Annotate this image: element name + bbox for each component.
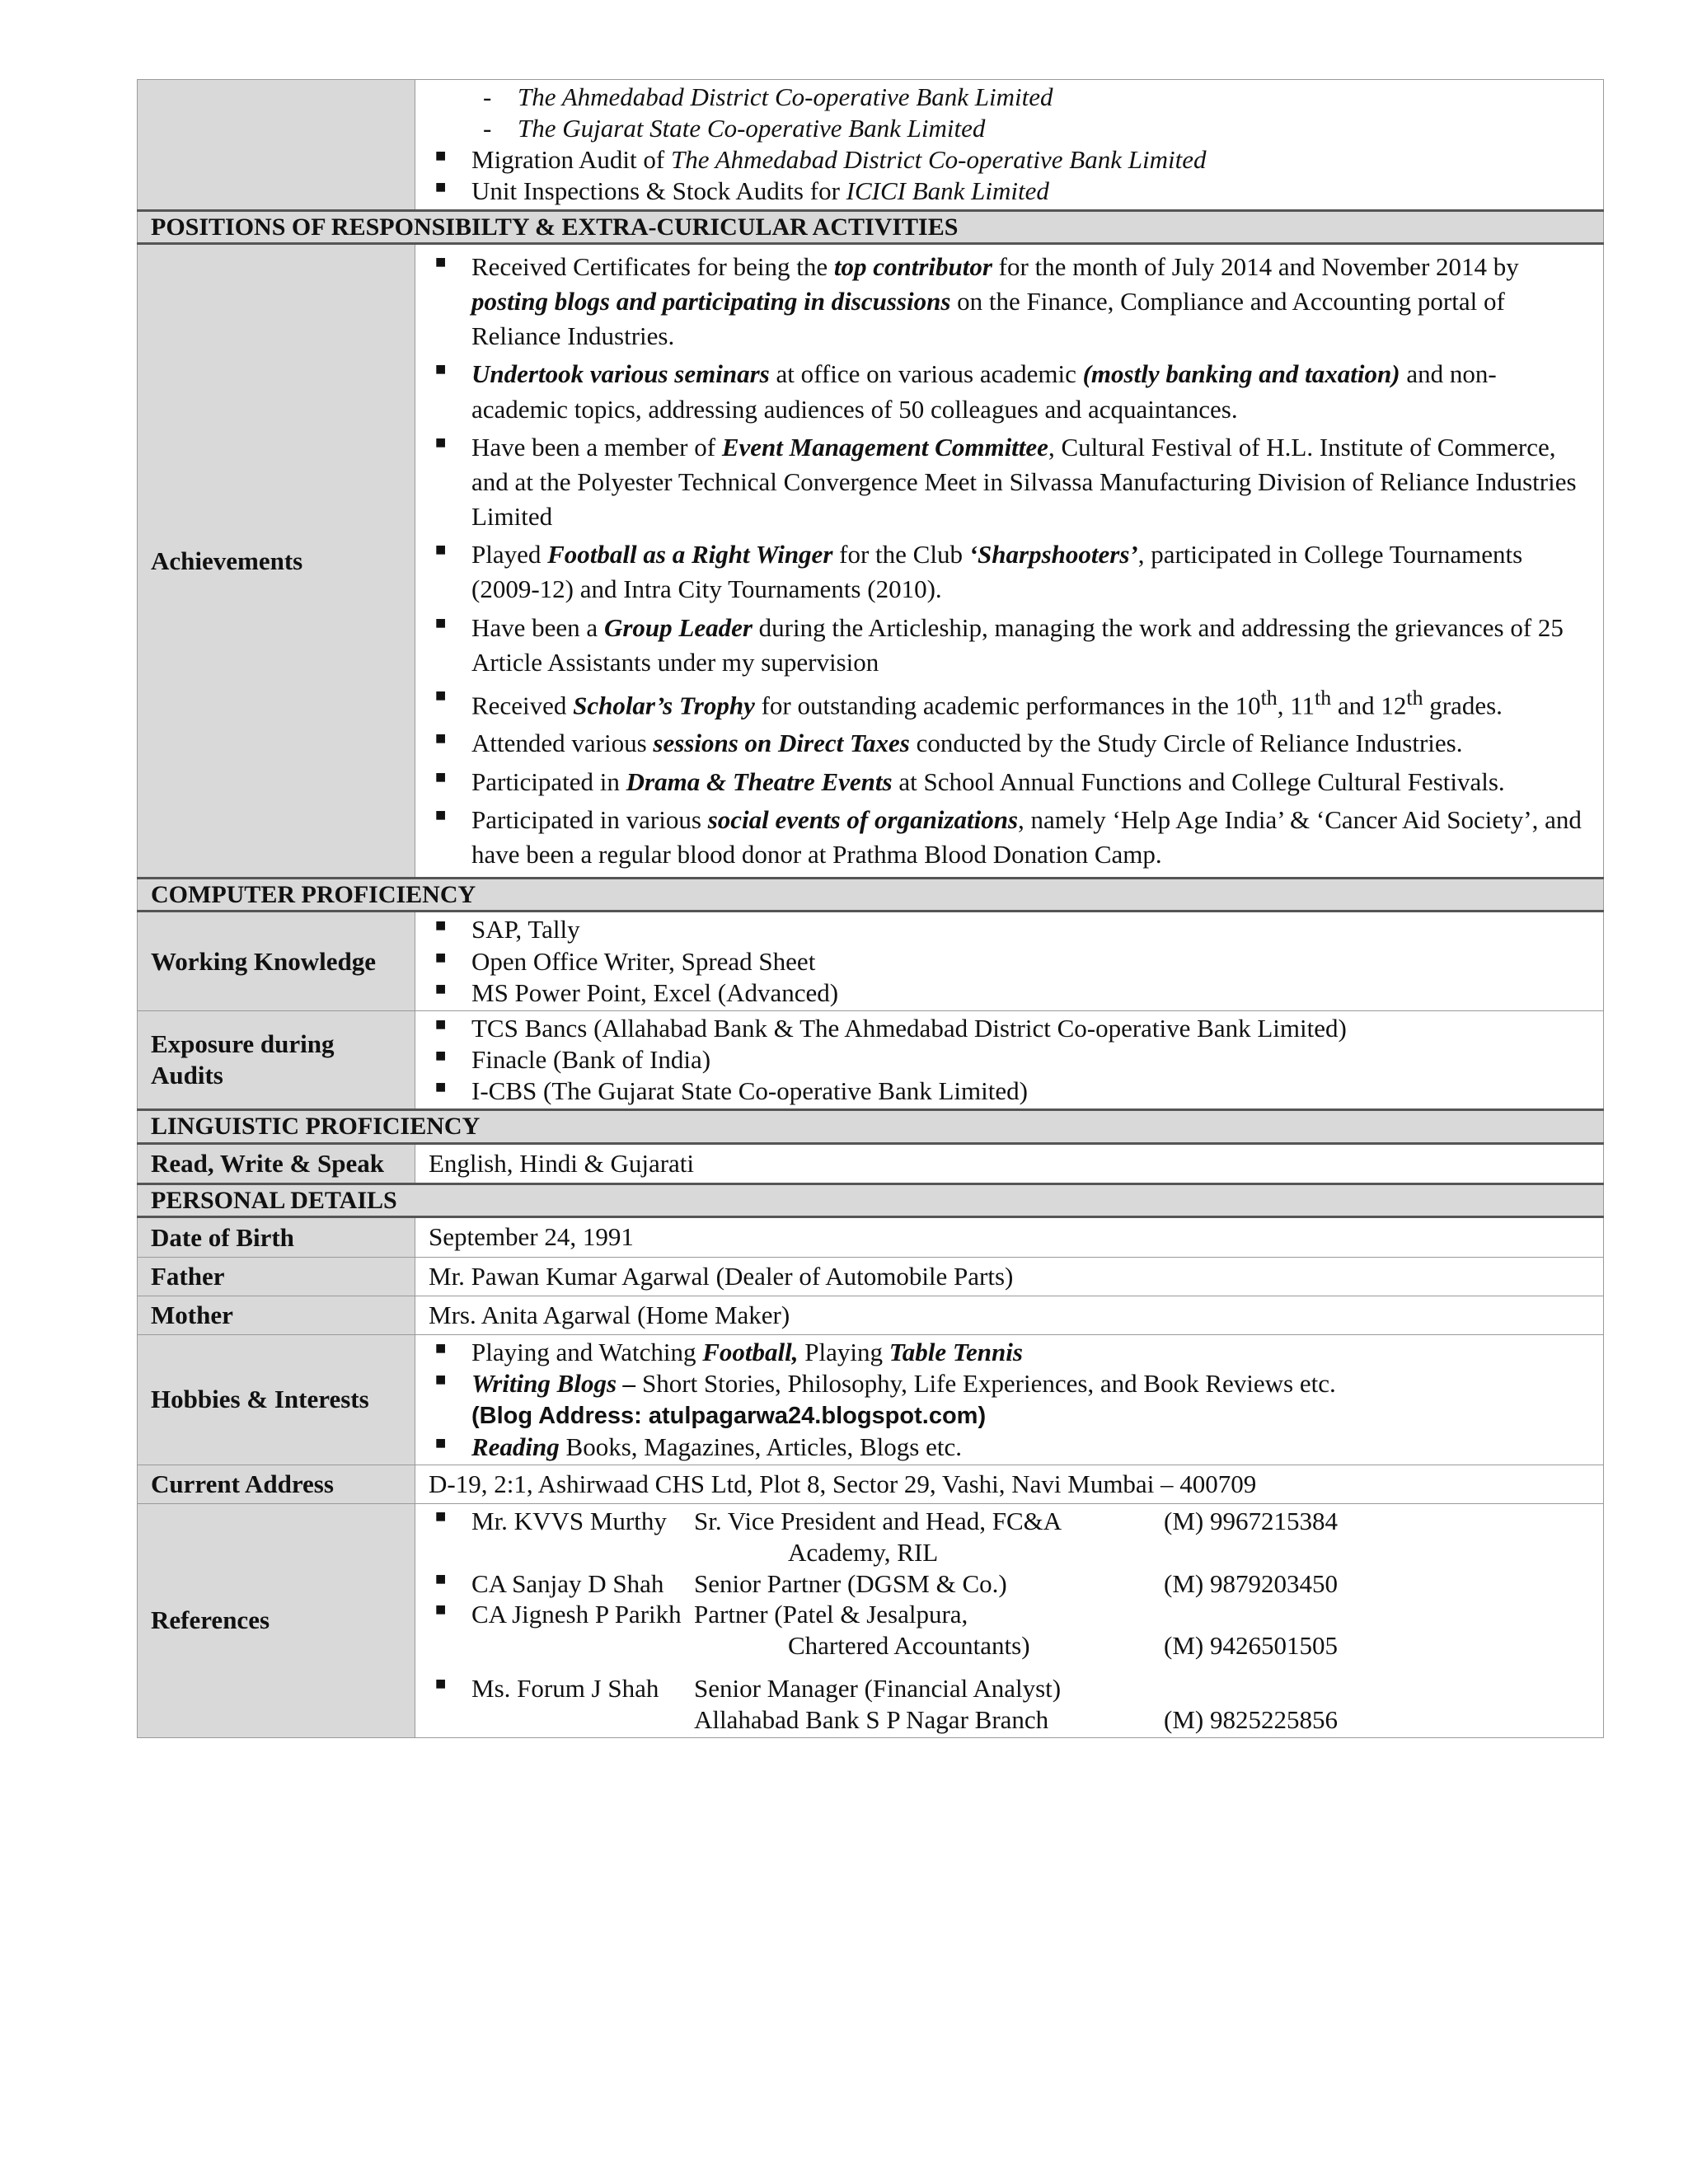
bullet-icon: ■ bbox=[435, 804, 447, 825]
achievements-label: Achievements bbox=[138, 244, 415, 879]
list-item: ■ Unit Inspections & Stock Audits for ICICI Bank Limited bbox=[435, 176, 1049, 206]
bullet-icon: ■ bbox=[435, 1368, 447, 1390]
bullet-icon: ■ bbox=[435, 684, 447, 705]
reference-title: Sr. Vice President and Head, FC&A Academy, RIL bbox=[694, 1507, 1062, 1567]
reference-name: ■ CA Jignesh P Parikh bbox=[435, 1599, 682, 1629]
list-item: ■ Undertook various seminars at office on various academic (mostly banking and taxation) and non-academic topics, addressing audiences of 50 colleagues and acquaintances. bbox=[435, 359, 1497, 424]
references-grid bbox=[429, 1506, 1592, 1736]
list-item: ■ Migration Audit of The Ahmedabad District Co-operative Bank Limited bbox=[435, 145, 1207, 175]
bullet-icon: ■ bbox=[435, 539, 447, 560]
audit-continuation-row bbox=[138, 80, 1604, 211]
list-item: ■ SAP, Tally bbox=[435, 915, 580, 944]
list-item: ■ Played Football as a Right Winger for the Club ‘Sharpshooters’, participated in College Tournaments (2009-12) and Intra City Tournaments (2010). bbox=[435, 539, 1523, 604]
list-item: ■ Reading Books, Magazines, Articles, Blogs etc. bbox=[435, 1432, 962, 1461]
reference-name: ■ Ms. Forum J Shah bbox=[435, 1673, 659, 1704]
bullet-icon: ■ bbox=[435, 1506, 447, 1527]
list-item: - The Gujarat State Co-operative Bank Limited bbox=[483, 114, 986, 143]
list-item: ■ Participated in various social events of organizations, namely ‘Help Age India’ & ‘Cancer Aid Society’, and have been a regular blood donor at Prathma Blood Donation Camp. bbox=[435, 804, 1582, 869]
list-item: ■ Finacle (Bank of India) bbox=[435, 1044, 711, 1074]
list-item: ■ Received Scholar’s Trophy for outstanding academic performances in the 10th, 11th and 12th grades. bbox=[435, 684, 1503, 720]
reference-phone: (M) 9426501505 bbox=[1164, 1631, 1338, 1661]
section-heading: COMPUTER PROFICIENCY bbox=[138, 878, 1604, 912]
exposure-label: Exposure during Audits bbox=[138, 1010, 415, 1109]
reference-title: Senior Partner (DGSM & Co.) bbox=[694, 1568, 1007, 1598]
computer-heading-row bbox=[138, 878, 1604, 912]
personal-heading-row bbox=[138, 1183, 1604, 1217]
bullet-icon: ■ bbox=[435, 946, 447, 968]
hobbies-content bbox=[415, 1334, 1604, 1465]
bullet-icon: ■ bbox=[435, 1432, 447, 1453]
bullet-icon: ■ bbox=[435, 1599, 447, 1620]
dob-label: Date of Birth bbox=[138, 1217, 415, 1257]
achievements-list bbox=[429, 250, 1592, 872]
bullet-icon: ■ bbox=[435, 728, 447, 749]
bullet-icon: ■ bbox=[435, 176, 447, 198]
mother-value: Mrs. Anita Agarwal (Home Maker) bbox=[415, 1296, 1604, 1334]
reference-phone: (M) 9879203450 bbox=[1164, 1568, 1338, 1598]
list-item: ■ Received Certificates for being the top contributor for the month of July 2014 and November 2014 by posting blogs and participating in discussions on the Finance, Compliance and Accounting portal of Reliance Industries. bbox=[435, 251, 1519, 351]
bullet-icon: ■ bbox=[435, 1076, 447, 1098]
resume-table bbox=[137, 79, 1604, 1738]
bank-dash-list bbox=[429, 82, 1592, 144]
positions-heading-row bbox=[138, 210, 1604, 244]
bullet-icon: ■ bbox=[435, 915, 447, 936]
achievements-content bbox=[415, 244, 1604, 879]
list-item: ■ Have been a Group Leader during the Articleship, managing the work and addressing the grievances of 25 Article Assistants under my supervision bbox=[435, 612, 1564, 677]
working-knowledge-label: Working Knowledge bbox=[138, 912, 415, 1010]
father-value: Mr. Pawan Kumar Agarwal (Dealer of Automobile Parts) bbox=[415, 1257, 1604, 1296]
reference-phone: (M) 9825225856 bbox=[1164, 1704, 1338, 1734]
exposure-row bbox=[138, 1010, 1604, 1109]
linguistic-heading-row bbox=[138, 1110, 1604, 1144]
bullet-icon: ■ bbox=[435, 766, 447, 787]
languages-row bbox=[138, 1143, 1604, 1183]
list-item: ■ TCS Bancs (Allahabad Bank & The Ahmedabad District Co-operative Bank Limited) bbox=[435, 1013, 1347, 1043]
bullet-icon: ■ bbox=[435, 359, 447, 380]
working-knowledge-list bbox=[429, 914, 1592, 1008]
list-item: ■ Open Office Writer, Spread Sheet bbox=[435, 946, 816, 976]
exposure-content bbox=[415, 1010, 1604, 1109]
working-knowledge-content bbox=[415, 912, 1604, 1010]
blank-label-cell bbox=[138, 80, 415, 211]
bullet-icon: ■ bbox=[435, 431, 447, 452]
reference-name: ■ Mr. KVVS Murthy bbox=[435, 1506, 667, 1536]
bullet-icon: ■ bbox=[435, 977, 447, 999]
audit-continuation-content bbox=[415, 80, 1604, 211]
father-row bbox=[138, 1257, 1604, 1296]
bullet-icon: ■ bbox=[435, 1337, 447, 1358]
exposure-list bbox=[429, 1013, 1592, 1107]
list-item: ■ MS Power Point, Excel (Advanced) bbox=[435, 977, 839, 1007]
blog-address: (Blog Address: atulpagarwa24.blogspot.com) bbox=[471, 1403, 987, 1430]
reference-title: Senior Manager (Financial Analyst) Allahabad Bank S P Nagar Branch bbox=[694, 1674, 1062, 1734]
audit-bullet-list bbox=[429, 144, 1592, 207]
list-item: ■ Playing and Watching Football, Playing Table Tennis bbox=[435, 1337, 1023, 1366]
references-row bbox=[138, 1504, 1604, 1738]
bullet-icon: ■ bbox=[435, 251, 447, 272]
reference-title: Partner (Patel & Jesalpura, Chartered Accountants) bbox=[694, 1600, 1030, 1661]
hobbies-label: Hobbies & Interests bbox=[138, 1334, 415, 1465]
mother-row bbox=[138, 1296, 1604, 1334]
section-heading: POSITIONS OF RESPONSIBILTY & EXTRA-CURICULAR ACTIVITIES bbox=[138, 210, 1604, 244]
dob-value: September 24, 1991 bbox=[415, 1217, 1604, 1257]
dob-row bbox=[138, 1217, 1604, 1257]
reference-name: ■ CA Sanjay D Shah bbox=[435, 1568, 664, 1598]
list-item: ■ Have been a member of Event Management Committee, Cultural Festival of H.L. Institute of Commerce, and at the Polyester Technical Convergence Meet in Silvassa Manufacturing Division of Reliance Industries Limited bbox=[435, 431, 1577, 532]
references-label: References bbox=[138, 1504, 415, 1738]
achievements-row bbox=[138, 244, 1604, 879]
hobbies-row bbox=[138, 1334, 1604, 1465]
mother-label: Mother bbox=[138, 1296, 415, 1334]
list-item: ■ I-CBS (The Gujarat State Co-operative Bank Limited) bbox=[435, 1076, 1028, 1106]
bullet-icon: ■ bbox=[435, 1013, 447, 1034]
list-item: - The Ahmedabad District Co-operative Bank Limited bbox=[483, 82, 1053, 111]
bullet-icon: ■ bbox=[435, 145, 447, 166]
address-value: D-19, 2:1, Ashirwaad CHS Ltd, Plot 8, Sector 29, Vashi, Navi Mumbai – 400709 bbox=[415, 1465, 1604, 1503]
section-heading: LINGUISTIC PROFICIENCY bbox=[138, 1110, 1604, 1144]
bullet-icon: ■ bbox=[435, 1673, 447, 1694]
address-label: Current Address bbox=[138, 1465, 415, 1503]
references-content bbox=[415, 1504, 1604, 1738]
father-label: Father bbox=[138, 1257, 415, 1296]
reference-phone: (M) 9967215384 bbox=[1164, 1507, 1338, 1536]
working-knowledge-row bbox=[138, 912, 1604, 1010]
bullet-icon: ■ bbox=[435, 612, 447, 633]
list-item: ■ Attended various sessions on Direct Taxes conducted by the Study Circle of Reliance Industries. bbox=[435, 728, 1463, 758]
section-heading: PERSONAL DETAILS bbox=[138, 1183, 1604, 1217]
list-item: ■ Participated in Drama & Theatre Events at School Annual Functions and College Cultural Festivals. bbox=[435, 766, 1505, 796]
languages-value: English, Hindi & Gujarati bbox=[415, 1143, 1604, 1183]
bullet-icon: ■ bbox=[435, 1568, 447, 1589]
address-row bbox=[138, 1465, 1604, 1503]
hobbies-list bbox=[429, 1337, 1592, 1463]
list-item: ■ Writing Blogs – Short Stories, Philosophy, Life Experiences, and Book Reviews etc. (Blog Address: atulpagarwa24.blogspot.com) bbox=[435, 1368, 1336, 1430]
languages-label: Read, Write & Speak bbox=[138, 1143, 415, 1183]
bullet-icon: ■ bbox=[435, 1044, 447, 1066]
